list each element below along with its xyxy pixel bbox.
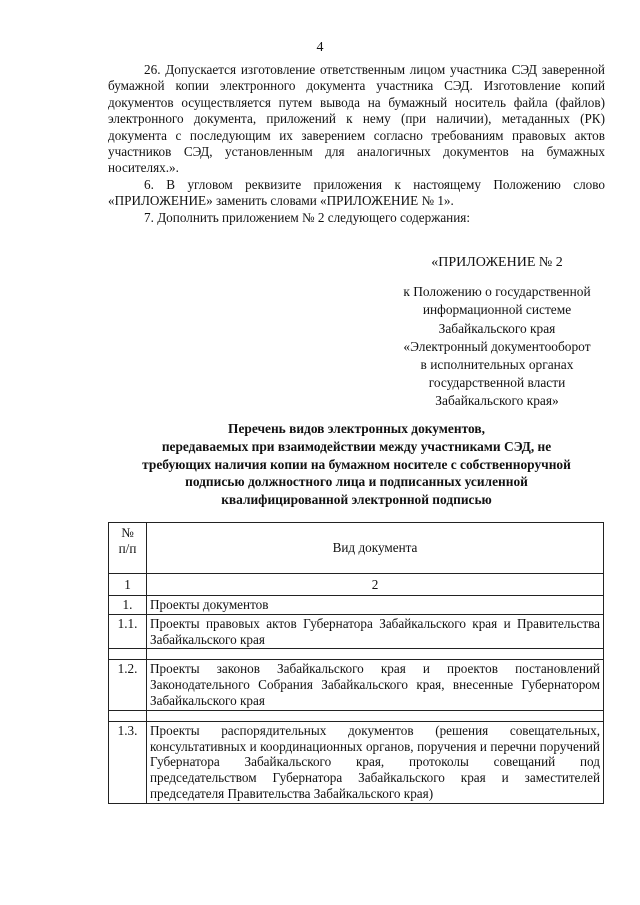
index-cell-1: 1 [109,574,147,596]
appendix-title: «ПРИЛОЖЕНИЕ № 2 [431,255,563,270]
row-number: 1.2. [109,660,147,710]
heading-line: требующих наличия копии на бумажном носителе с собственноручной [142,456,571,472]
heading-line: подписью должностного лица и подписанных усиленной [185,474,528,490]
page-number: 4 [316,40,324,55]
paragraph-7: 7. Дополнить приложением № 2 следующего содержания: [144,209,471,225]
heading-line: передаваемых при взаимодействии между участниками СЭД, не [161,438,552,454]
row-number: 1.3. [109,721,147,803]
appendix-line: к Положению о государственной [403,284,591,300]
row-text: Проекты законов Забайкальского края и проектов постановлений Законодательного Собрания Забайкальского края, внесенные Губернатором Забайкальского края [147,660,604,710]
row-spacer [109,710,604,721]
document-heading [108,420,605,509]
row-number: 1.1. [109,614,147,649]
spacer-cell [109,649,147,660]
table-header-row [109,523,604,574]
row-text: Проекты документов [147,596,604,615]
spacer-cell [147,649,604,660]
row-text: Проекты распорядительных документов (решения совещательных, консультативных и координационных органов, поручения и перечни поручений Губернатора Забайкальского края, протоколы совещаний под председательством Губернатора Забайкальского края и заместителей председателя Правительства Забайкальского края) [147,721,604,803]
row-spacer [109,649,604,660]
appendix-line: «Электронный документооборот [403,338,591,354]
heading-line: Перечень видов электронных документов, [228,421,485,436]
header-number-symbol: № [121,525,134,540]
spacer-cell [147,710,604,721]
header-number-label: п/п [118,540,137,556]
table-row [109,721,604,803]
heading-line: квалифицированной электронной подписью [221,492,492,508]
appendix-header [388,254,606,411]
spacer-cell [109,710,147,721]
table-index-row [109,574,604,596]
paragraph-6: 6. В угловом реквизите приложения к настоящему Положению слово «ПРИЛОЖЕНИЕ» заменить словами «ПРИЛОЖЕНИЕ № 1». [108,176,605,209]
appendix-line: государственной власти [428,375,566,391]
appendix-line: информационной системе [422,302,572,318]
table-row [109,596,604,615]
appendix-line: в исполнительных органах [420,357,574,373]
paragraph-26: 26. Допускается изготовление ответственным лицом участника СЭД заверенной бумажной копии электронного документа участника СЭД. Изготовление копий документов осуществляется путем вывода на бумажный носитель файла (файлов) электронного документа, приложений к нему (при наличии), метаданных (РК) документа с последующим их заверением согласно требованиям правовых актов участников СЭД, установленным для аналогичных документов на бумажных носителях.». [108,62,605,176]
appendix-line: Забайкальского края» [435,393,559,409]
table-row [109,660,604,710]
header-number-cell [109,523,147,574]
body-text [108,62,605,226]
table-row [109,614,604,649]
row-text: Проекты правовых актов Губернатора Забайкальского края и Правительства Забайкальского края [147,614,604,649]
appendix-line: Забайкальского края [438,320,556,336]
row-number: 1. [109,596,147,615]
document-types-table [108,522,604,804]
index-cell-2: 2 [147,574,604,596]
header-document-type: Вид документа [147,523,604,574]
